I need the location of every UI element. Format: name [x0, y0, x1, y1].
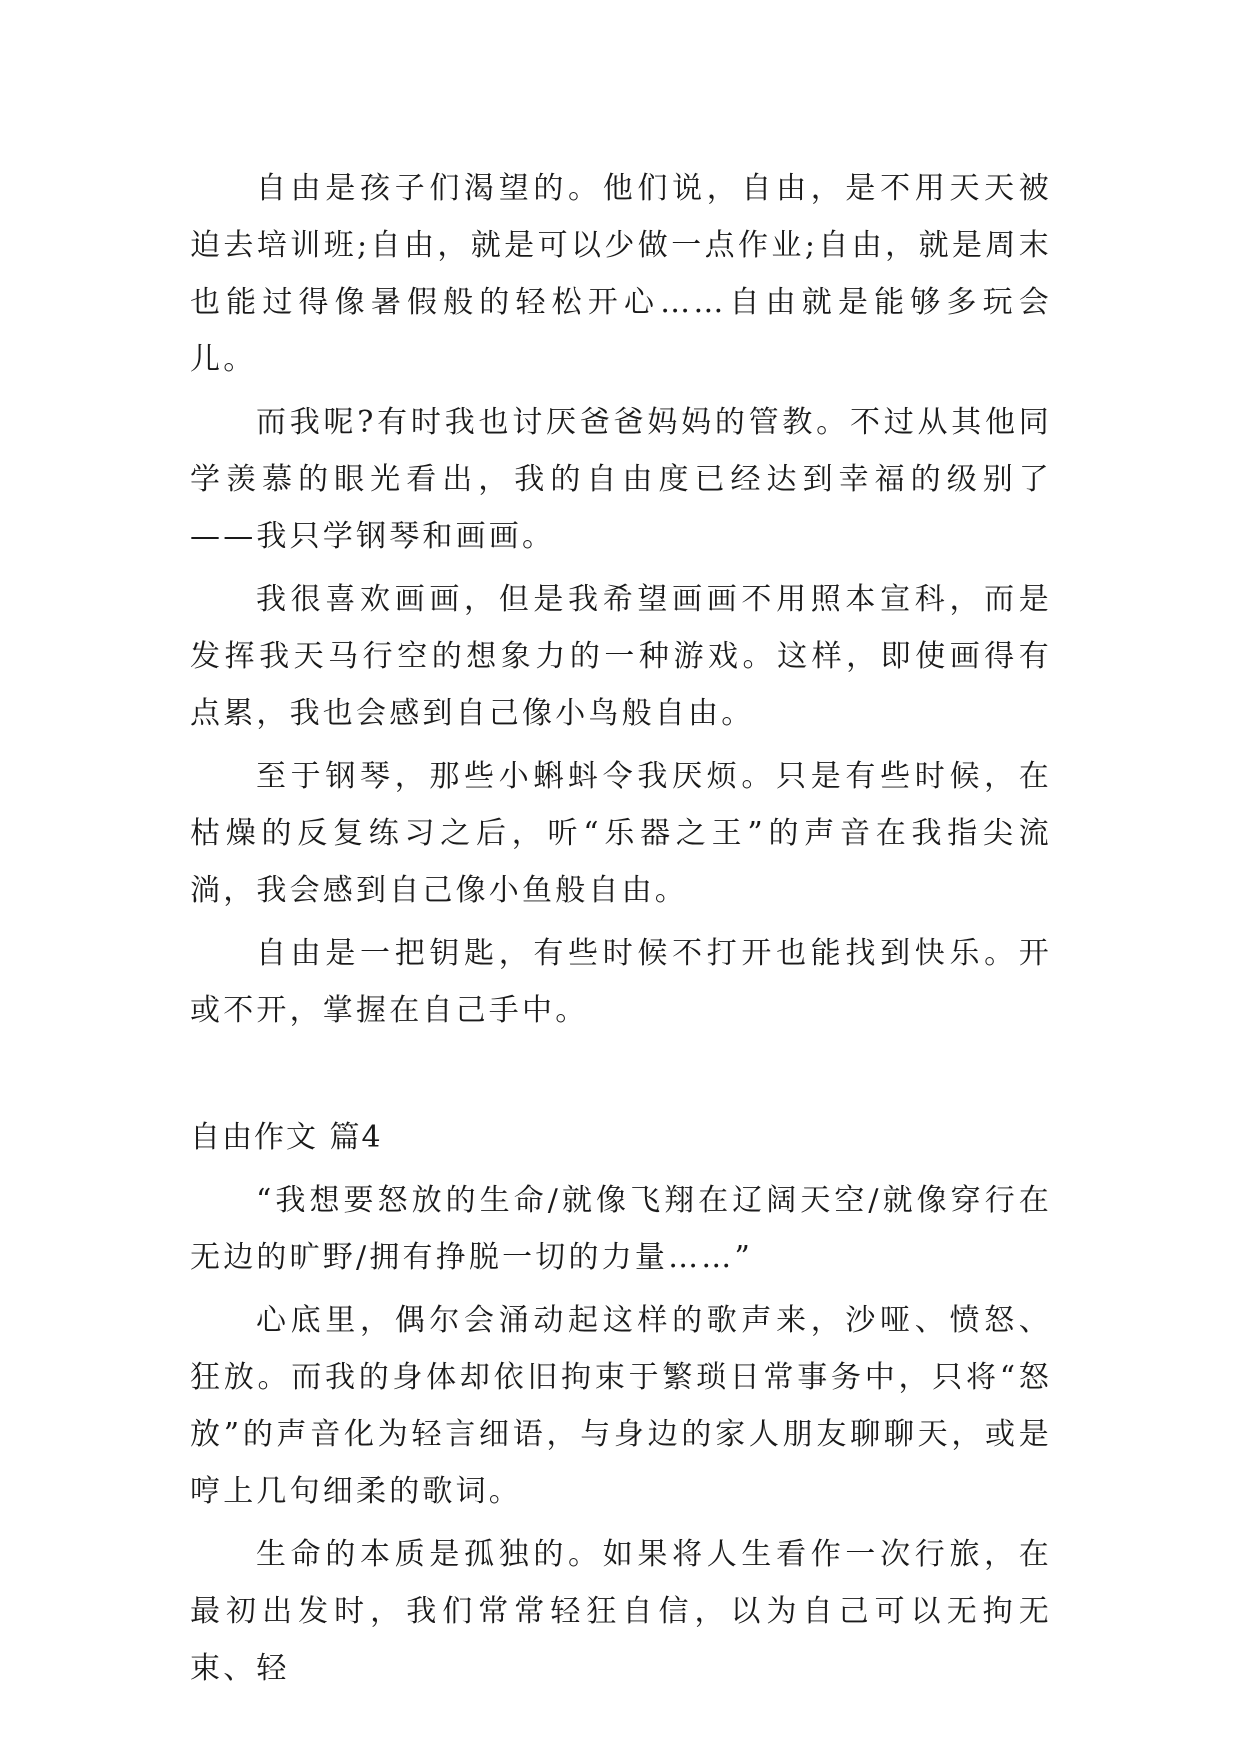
paragraph: 生命的本质是孤独的。如果将人生看作一次行旅，在最初出发时，我们常常轻狂自信，以为自己可以无拘无束、轻: [190, 1537, 1052, 1686]
paragraph: 而我呢?有时我也讨厌爸爸妈妈的管教。不过从其他同学羡慕的眼光看出，我的自由度已经达到幸福的级别了——我只学钢琴和画画。: [190, 405, 1052, 554]
paragraph: 心底里，偶尔会涌动起这样的歌声来，沙哑、愤怒、狂放。而我的身体却依旧拘束于繁琐日常事务中，只将“怒放”的声音化为轻言细语，与身边的家人朋友聊聊天，或是哼上几句细柔的歌词。: [190, 1303, 1052, 1509]
paragraph: 至于钢琴，那些小蝌蚪令我厌烦。只是有些时候，在枯燥的反复练习之后，听“乐器之王”的声音在我指尖流淌，我会感到自己像小鱼般自由。: [190, 759, 1052, 908]
section-heading: 自由作文 篇4: [190, 1120, 383, 1155]
paragraph: 自由是孩子们渴望的。他们说，自由，是不用天天被迫去培训班;自由，就是可以少做一点作业;自由，就是周末也能过得像暑假般的轻松开心……自由就是能够多玩会儿。: [190, 171, 1052, 377]
paragraph: “我想要怒放的生命/就像飞翔在辽阔天空/就像穿行在无边的旷野/拥有挣脱一切的力量……”: [190, 1183, 1052, 1275]
document-page: [190, 160, 1052, 1703]
paragraph: 自由是一把钥匙，有些时候不打开也能找到快乐。开或不开，掌握在自己手中。: [190, 936, 1052, 1028]
paragraph: 我很喜欢画画，但是我希望画画不用照本宣科，而是发挥我天马行空的想象力的一种游戏。这样，即使画得有点累，我也会感到自己像小鸟般自由。: [190, 582, 1052, 731]
